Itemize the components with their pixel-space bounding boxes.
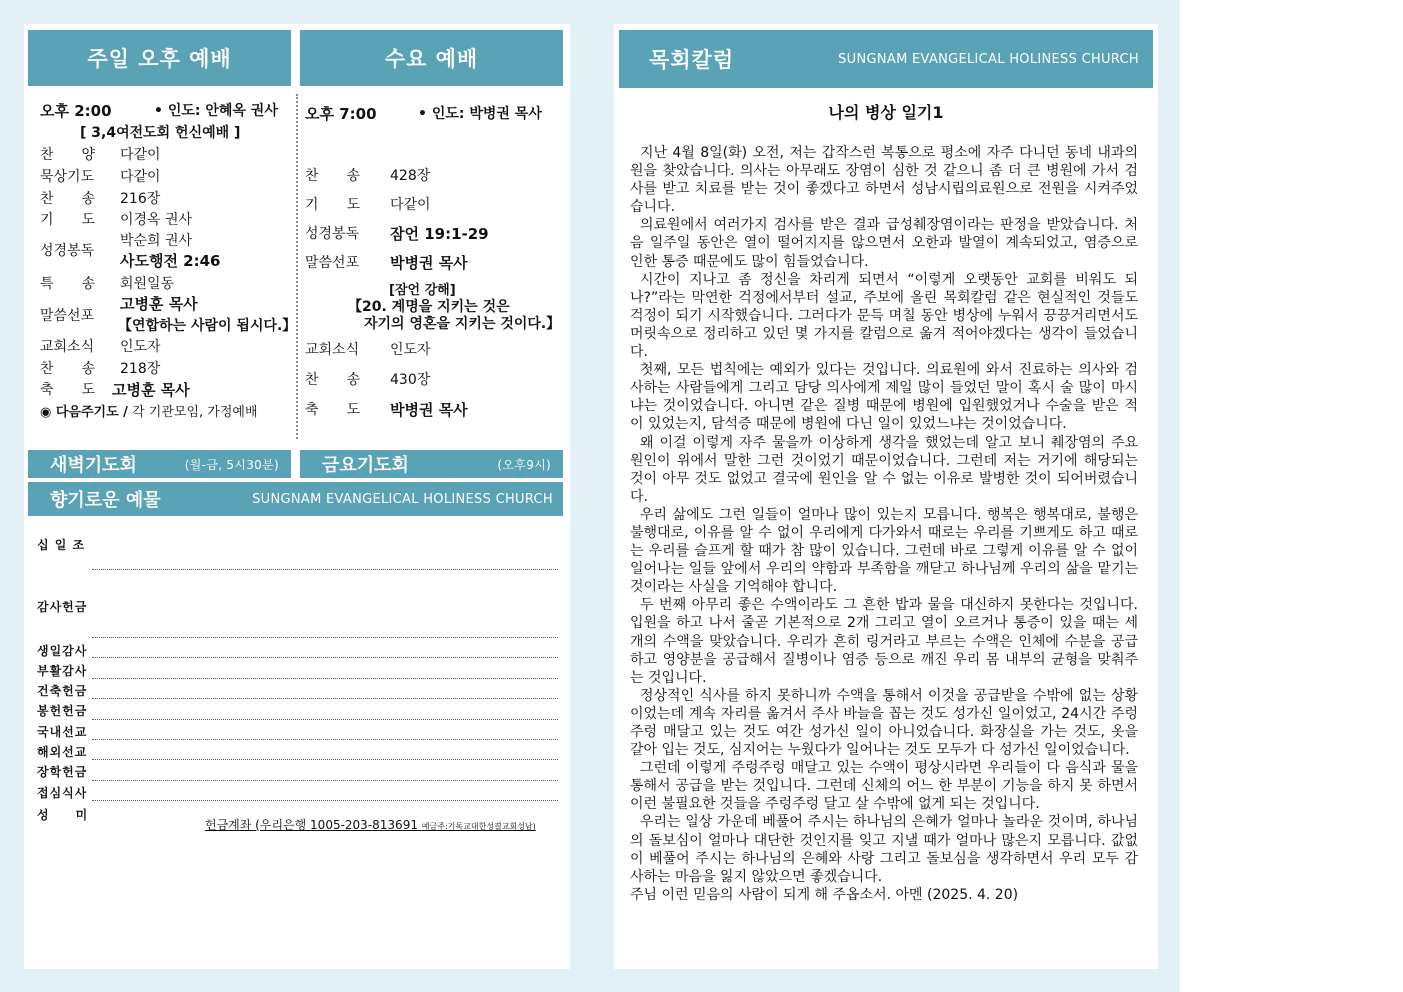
wednesday-sermon-title-1: 【20. 계명을 지키는 것은 — [348, 299, 510, 315]
sunday-service-title: 주일 오후 예배 — [87, 47, 232, 71]
dawn-prayer-bar — [28, 450, 291, 478]
dawn-prayer-title: 새벽기도회 — [50, 455, 137, 476]
column-divider — [296, 94, 298, 439]
column-paragraph: 의료원에서 여러가지 검사를 받은 결과 급성췌장염이라는 판정을 받았습니다. 처음 일주일 동안은 열이 떨어지지를 않으면서 오한과 발열이 계속되었고, 염증으로 인한 통증 때문에도 많이 힘들었습니다. — [630, 217, 1138, 270]
offering-line — [92, 780, 558, 781]
sunday-time: 오후 2:00 — [40, 102, 112, 120]
offering-item-label: 부활감사 — [37, 664, 88, 678]
wednesday-time: 오후 7:00 — [305, 105, 377, 123]
wednesday-series: [잠언 강해] — [389, 283, 456, 298]
dawn-prayer-time: (월-금, 5시30분) — [184, 457, 279, 472]
friday-prayer-time: (오후9시) — [497, 457, 551, 472]
offering-line — [92, 719, 558, 720]
column-header-subtitle: SUNGNAM EVANGELICAL HOLINESS CHURCH — [838, 51, 1139, 67]
offering-thanks-label: 감사헌금 — [37, 600, 88, 614]
friday-prayer-title: 금요기도회 — [322, 455, 409, 476]
sunday-service-header — [28, 30, 291, 86]
sunday-reader: 박순희 권사 — [120, 233, 193, 249]
offering-account: 헌금계좌 (우리은행 1005-203-813691 예금주:기독교대한성결교회성남) — [205, 818, 536, 832]
sunday-leader: • 인도: 안혜옥 권사 — [154, 103, 278, 119]
offering-line — [92, 800, 558, 801]
column-paragraph: 첫째, 모든 법칙에는 예외가 있다는 것입니다. 의료원에 와서 진료하는 의사와 검사하는 사람들에게 그리고 담당 의사에게 제일 많이 들었던 말이 혹시 술 많이 마시냐는 것이었습니다. 아니면 같은 질병 때문에 병원에 입원했었거나 수술을 받은 적이 있었는지, 담석증 때문에 병원에 다닌 일이 있었느냐는 것이었습니다. — [630, 362, 1138, 433]
offering-tithe-label: 십 일 조 — [37, 538, 86, 552]
offering-item-label: 건축헌금 — [37, 684, 88, 698]
friday-prayer-bar — [300, 450, 563, 478]
offering-line — [92, 637, 558, 638]
column-paragraph: 우리는 일상 가운데 베풀어 주시는 하나님의 은혜가 얼마나 놀라운 것이며, 하나님의 돌보심이 얼마나 대단한 것인지를 잊고 지낼 때가 얼마나 많은지 모릅니다. 값없이 베풀어 주시는 하나님의 은혜와 사랑 그리고 돌보심을 생각하면서 우리 모두 감사하는 마음을 잃지 않았으면 좋겠습니다. — [630, 814, 1138, 885]
wednesday-service-header — [300, 30, 563, 86]
next-week-prayer: ◉ 다음주기도 / 각 기관모임, 가정예배 — [40, 405, 258, 420]
sunday-preacher: 고병훈 목사 — [120, 295, 198, 313]
column-header-title: 목회칼럼 — [649, 48, 735, 72]
column-body — [630, 144, 1138, 904]
wednesday-service-title: 수요 예배 — [384, 47, 479, 71]
offering-item-label: 국내선교 — [37, 725, 88, 739]
wednesday-leader: • 인도: 박병권 목사 — [418, 106, 542, 122]
sunday-sermon-title: 【연합하는 사람이 됩시다.】 — [118, 318, 297, 334]
column-closing: 주님 이런 믿음의 사람이 되게 해 주옵소서. 아멘 (2025. 4. 20) — [630, 886, 1019, 903]
column-paragraph: 그런데 이렇게 주렁주렁 매달고 있는 수액이 평상시라면 우리들이 다 음식과 물을 통해서 공급을 받는 것입니다. 그런데 신체의 어느 한 부분이 기능을 하지 못 하면서 이런 불필요한 것들을 주렁주렁 달고 살 수밖에 없게 되는 것입니다. — [630, 760, 1138, 813]
offering-item-label: 봉헌헌금 — [37, 704, 88, 718]
offering-item-label: 해외선교 — [37, 745, 88, 759]
column-paragraph: 두 번째 아무리 좋은 수액이라도 그 흔한 밥과 물을 대신하지 못한다는 것입니다. 입원을 하고 나서 줄곧 기본적으로 2개 그리고 열이 오르거나 통증이 있을 때는 세 개의 수액을 맞았습니다. 우리가 흔히 링거라고 부르는 수액은 인체에 수분을 공급하고 영양분을 공급해서 질병이나 염증 등으로 깨진 우리 몸 내부의 균형을 맞춰주는 것입니다. — [630, 597, 1138, 686]
offering-line — [92, 698, 558, 699]
column-paragraph: 우리 삶에도 그런 일들이 얼마나 많이 있는지 모릅니다. 행복은 행복대로, 불행은 불행대로, 이유를 알 수 없이 우리에게 다가와서 때로는 우리를 기쁘게도 하고 때로는 우리를 슬프게 할 때가 참 많이 있습니다. 그런데 바로 그렇게 이유를 알 수 없이 일어나는 일들 앞에서 우리의 약함과 부족함을 깨닫고 하나님께 우리의 삶을 맡기는 것이라는 사실을 기억해야 합니다. — [630, 506, 1138, 596]
column-title: 나의 병상 일기1 — [828, 103, 944, 122]
offering-line — [92, 569, 558, 570]
offering-title: 향기로운 예물 — [50, 490, 161, 511]
wednesday-sermon-title-2: 자기의 영혼을 지키는 것이다.】 — [364, 316, 561, 332]
column-paragraph: 정상적인 식사를 하지 못하니까 수액을 통해서 이것을 공급받을 수밖에 없는 상황이었는데 계속 자리를 옮겨서 주사 바늘을 꼽는 것도 성가신 일이었고, 24시간 주렁주렁 매달고 있는 것도 여간 성가신 일이 아니었습니다. 화장실을 가는 것도, 옷을 갈아 입는 것도, 심지어는 누웠다가 일어나는 것도 모두가 다 성가신 일이었습니다. — [630, 687, 1138, 759]
sunday-scripture: 사도행전 2:46 — [120, 252, 221, 270]
offering-line — [92, 759, 558, 760]
offering-subtitle: SUNGNAM EVANGELICAL HOLINESS CHURCH — [252, 491, 553, 507]
column-paragraph: 지난 4월 8일(화) 오전, 저는 갑작스런 복통으로 평소에 자주 다니던 동네 내과의원을 찾았습니다. 의사는 아무래도 장염이 심한 것 같으니 좀 더 큰 병원에 가서 검사를 받고 치료를 받는 것이 좋겠다고 하면서 성남시립의료원으로 전원을 시켜주었습니다. — [630, 145, 1138, 216]
offering-line — [92, 657, 558, 658]
offering-line — [92, 739, 558, 740]
offering-item-label: 생일감사 — [37, 644, 88, 658]
offering-item-label: 성 미 — [37, 808, 89, 822]
sunday-special: [ 3,4여전도회 헌신예배 ] — [80, 125, 241, 141]
offering-line — [92, 678, 558, 679]
offering-item-label: 접심식사 — [37, 786, 88, 800]
offering-item-label: 장학헌금 — [37, 765, 88, 779]
column-paragraph: 시간이 지나고 좀 정신을 차리게 되면서 “이렇게 오랫동안 교회를 비워도 되나?”라는 막연한 걱정에서부터 설교, 주보에 올린 목회칼럼 같은 현실적인 것들도 걱정이 되기 시작했습니다. 그러다가 문득 며칠 동안 병상에 누워서 끙끙거리면서도 머릿속으로 정리하고 있던 몇 가지를 칼럼으로 옮겨 적어야겠다는 생각이 들었습니다. — [630, 271, 1138, 361]
offering-header — [28, 482, 563, 516]
column-paragraph: 왜 이걸 이렇게 자주 물을까 이상하게 생각을 했었는데 알고 보니 췌장염의 주요 원인이 위에서 말한 그런 것이었기 때문이었습니다. 그런데 저는 거기에 해당되는 것이 아무 것도 없었고 결국에 원인을 알 수 없는 이유로 발병한 것이 되어버렸습니다. — [630, 434, 1138, 505]
column-header — [619, 30, 1153, 88]
